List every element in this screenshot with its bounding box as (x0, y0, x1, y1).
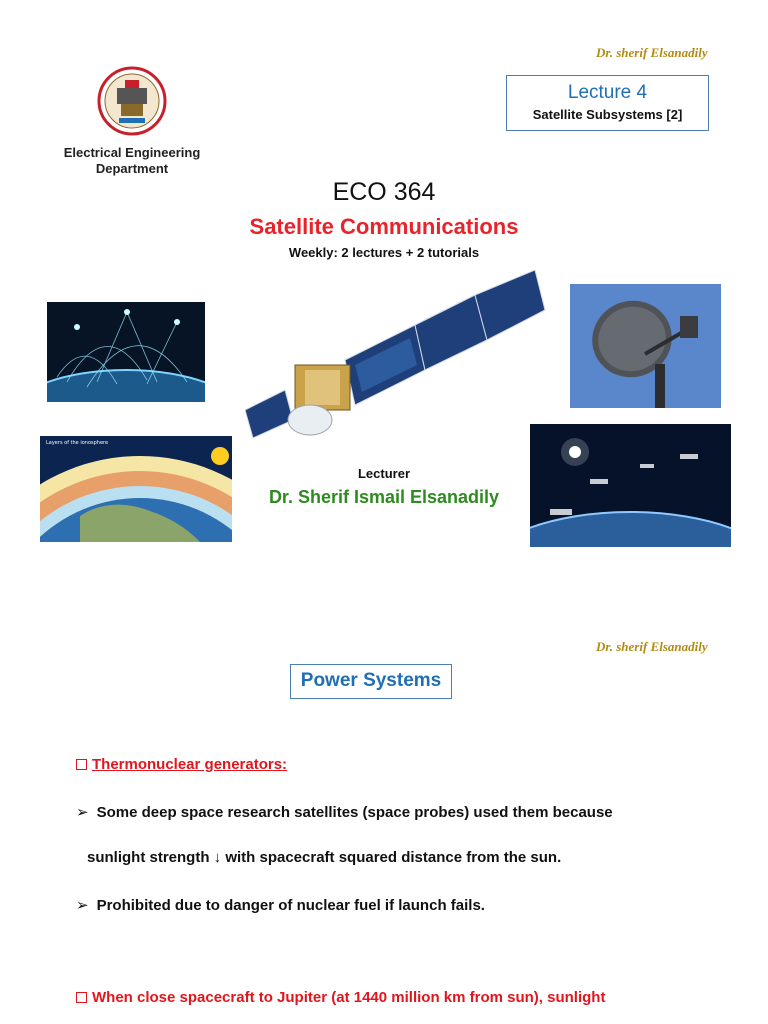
arrow-bullet-icon: ➢ (76, 897, 89, 914)
dish-antenna-image (570, 284, 721, 408)
course-code: ECO 364 (332, 178, 436, 206)
weekly-schedule: Weekly: 2 lectures + 2 tutorials (288, 245, 480, 260)
bullet-text-1: Some deep space research satellites (space probes) used them because (96, 804, 613, 821)
section-title: Power Systems (290, 664, 452, 699)
university-seal-icon (97, 66, 167, 136)
arrow-bullet-icon: ➢ (76, 804, 89, 821)
author-signature-2: Dr. sherif Elsanadily (596, 639, 708, 654)
lecturer-name: Dr. Sherif Ismail Elsanadily (268, 487, 500, 507)
lecture-subtitle: Satellite Subsystems [2] (532, 107, 683, 122)
heading-jupiter (76, 989, 605, 1006)
bullet-item-1 (76, 803, 613, 821)
lecture-box (506, 75, 709, 131)
department-name-line2: Department (95, 161, 169, 176)
course-name: Satellite Communications (249, 214, 519, 239)
heading-jupiter-text: When close spacecraft to Jupiter (at 1440 million km from sun), sunlight (92, 989, 606, 1006)
lecture-title: Lecture 4 (567, 82, 648, 103)
satellites-orbit-image (530, 424, 731, 547)
department-logo-block (58, 66, 206, 182)
checkbox-bullet-icon (76, 992, 87, 1003)
svg-text:Layers of the ionosphere: Layers of the ionosphere (46, 440, 109, 446)
bullet-continuation: sunlight strength ↓ with spacecraft squared distance from the sun. (87, 849, 562, 866)
earth-network-image (47, 302, 205, 402)
heading-thermonuclear-text: Thermonuclear generators: (92, 756, 288, 773)
department-name-line1: Electrical Engineering (63, 145, 201, 160)
lecturer-label: Lecturer (357, 466, 411, 481)
bullet-item-2 (76, 896, 485, 914)
heading-thermonuclear (76, 756, 287, 773)
satellite-image (245, 270, 550, 442)
bullet-text-2: Prohibited due to danger of nuclear fuel if launch fails. (96, 897, 485, 914)
author-signature: Dr. sherif Elsanadily (596, 45, 708, 60)
checkbox-bullet-icon (76, 759, 87, 770)
